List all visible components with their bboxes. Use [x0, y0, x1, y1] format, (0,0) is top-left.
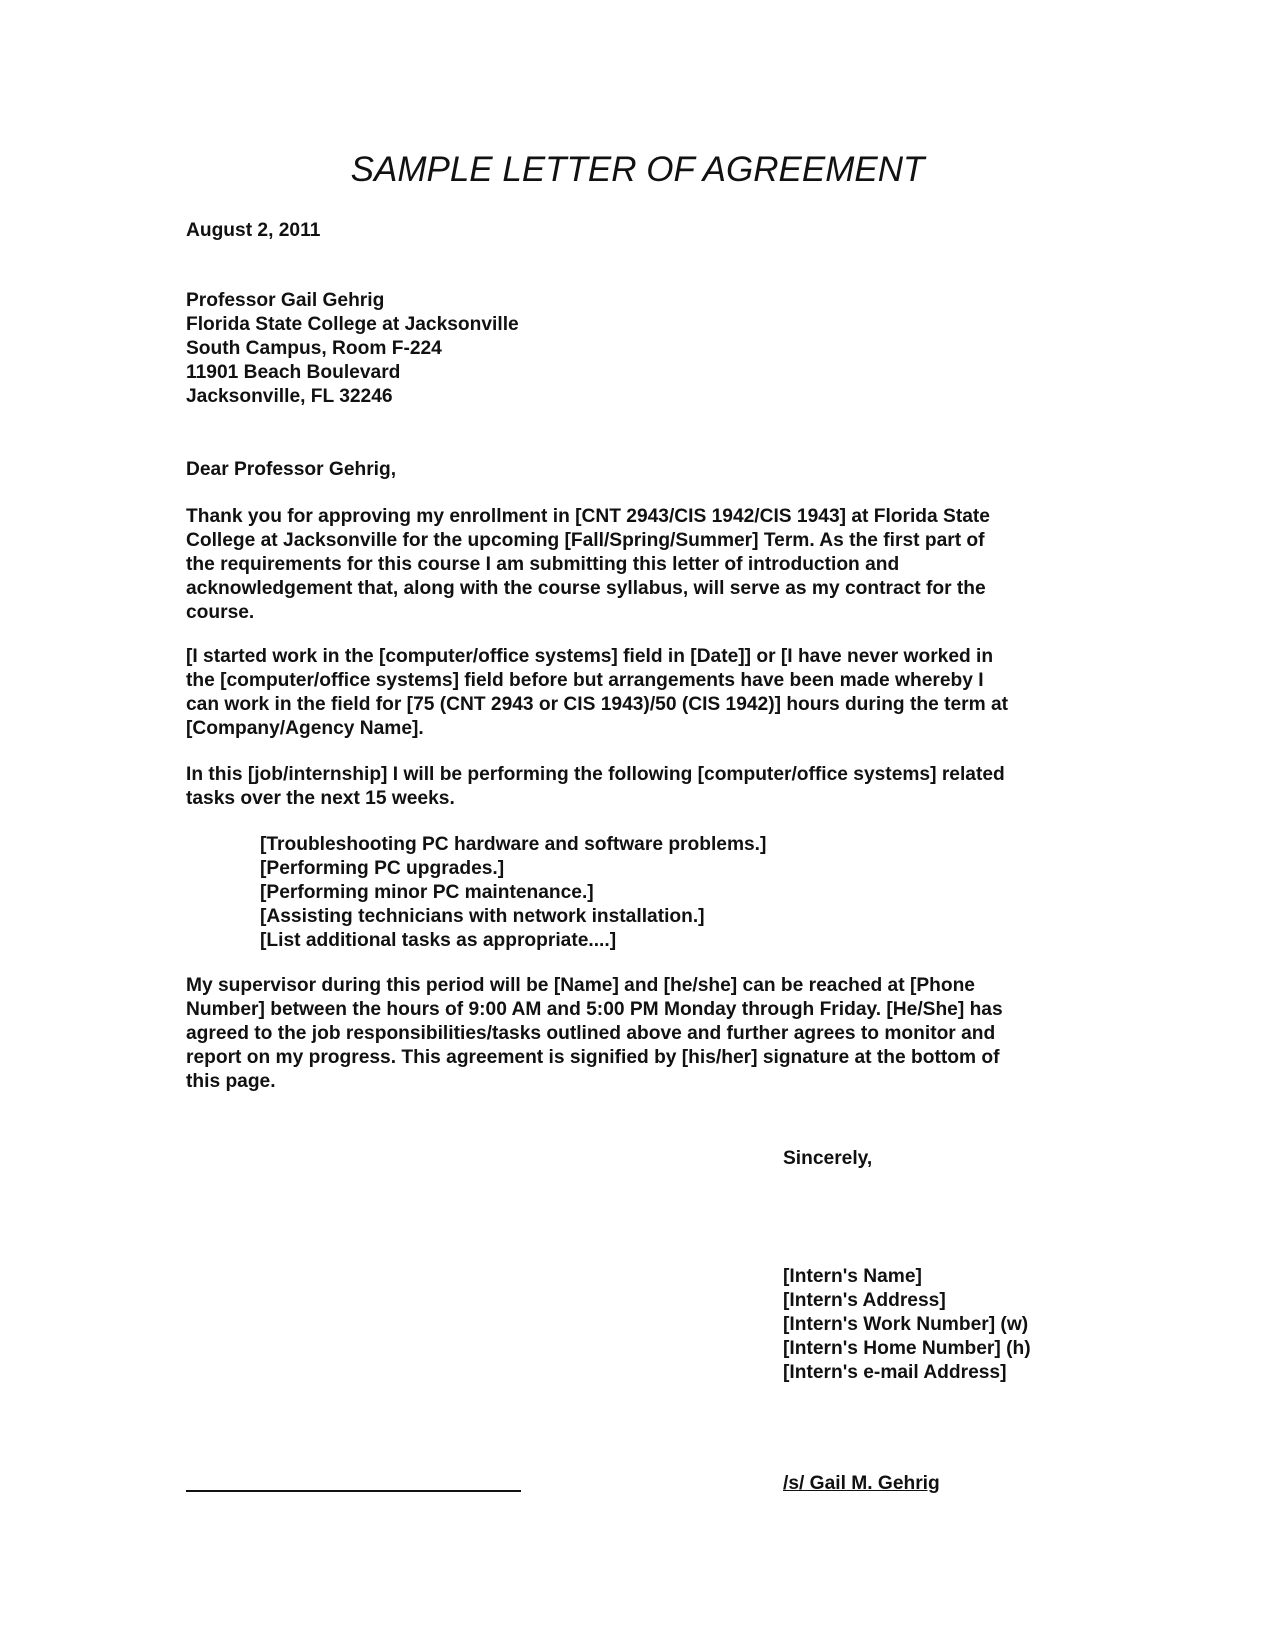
paragraph-line: acknowledgement that, along with the course syllabus, will serve as my contract for the — [186, 578, 986, 599]
intern-home-number: [Intern's Home Number] (h) — [783, 1338, 1031, 1359]
intern-name: [Intern's Name] — [783, 1266, 922, 1287]
recipient-campus: South Campus, Room F-224 — [186, 338, 442, 359]
supervisor-signature-line — [186, 1490, 521, 1492]
paragraph-line: can work in the field for [75 (CNT 2943 or CIS 1943)/50 (CIS 1942)] hours during the term at — [186, 694, 1009, 715]
paragraph-line: course. — [186, 602, 255, 623]
task-item: [Performing minor PC maintenance.] — [260, 882, 594, 903]
signature — [783, 1472, 940, 1496]
recipient-city: Jacksonville, FL 32246 — [186, 386, 393, 407]
paragraph-line: [I started work in the [computer/office systems] field in [Date]] or [I have never worked in — [186, 646, 994, 667]
task-item: [Troubleshooting PC hardware and software problems.] — [260, 834, 767, 855]
paragraph-line: tasks over the next 15 weeks. — [186, 788, 455, 809]
paragraph-line: agreed to the job responsibilities/tasks outlined above and further agrees to monitor and — [186, 1023, 996, 1044]
intern-address: [Intern's Address] — [783, 1290, 946, 1311]
closing-line: Sincerely, — [783, 1148, 873, 1169]
signature-text: /s/ Gail M. Gehrig — [783, 1473, 940, 1494]
paragraph-line: Number] between the hours of 9:00 AM and 5:00 PM Monday through Friday. [He/She] has — [186, 999, 1003, 1020]
paragraph-supervisor — [186, 974, 1003, 1094]
paragraph-line: College at Jacksonville for the upcoming [Fall/Spring/Summer] Term. As the first part of — [186, 530, 985, 551]
paragraph-line: the [computer/office systems] field before but arrangements have been made whereby I — [186, 670, 984, 691]
task-item: [Performing PC upgrades.] — [260, 858, 505, 879]
recipient-address-block — [186, 289, 519, 409]
paragraph-line: My supervisor during this period will be [Name] and [he/she] can be reached at [Phone — [186, 975, 975, 996]
paragraph-line: report on my progress. This agreement is signified by [his/her] signature at the bottom of — [186, 1047, 1000, 1068]
paragraph-tasks-intro — [186, 763, 1005, 811]
intern-work-number: [Intern's Work Number] (w) — [783, 1314, 1029, 1335]
paragraph-line: Thank you for approving my enrollment in [CNT 2943/CIS 1942/CIS 1943] at Florida State — [186, 506, 990, 527]
closing — [783, 1147, 872, 1171]
paragraph-line: [Company/Agency Name]. — [186, 718, 424, 739]
letter-title: SAMPLE LETTER OF AGREEMENT — [350, 150, 925, 189]
intern-info-block — [783, 1265, 1031, 1385]
paragraph-work-experience — [186, 645, 1008, 741]
salutation — [186, 458, 396, 482]
task-list — [260, 833, 766, 953]
recipient-name: Professor Gail Gehrig — [186, 290, 385, 311]
letter-date — [186, 219, 320, 243]
paragraph-line: the requirements for this course I am submitting this letter of introduction and — [186, 554, 900, 575]
date-line: August 2, 2011 — [186, 220, 321, 241]
task-item: [Assisting technicians with network installation.] — [260, 906, 705, 927]
paragraph-enrollment — [186, 505, 990, 625]
paragraph-line: this page. — [186, 1071, 276, 1092]
recipient-organization: Florida State College at Jacksonville — [186, 314, 519, 335]
recipient-street: 11901 Beach Boulevard — [186, 362, 401, 383]
intern-email: [Intern's e-mail Address] — [783, 1362, 1007, 1383]
task-item: [List additional tasks as appropriate....] — [260, 930, 617, 951]
salutation-line: Dear Professor Gehrig, — [186, 459, 397, 480]
paragraph-line: In this [job/internship] I will be performing the following [computer/office systems] related — [186, 764, 1005, 785]
